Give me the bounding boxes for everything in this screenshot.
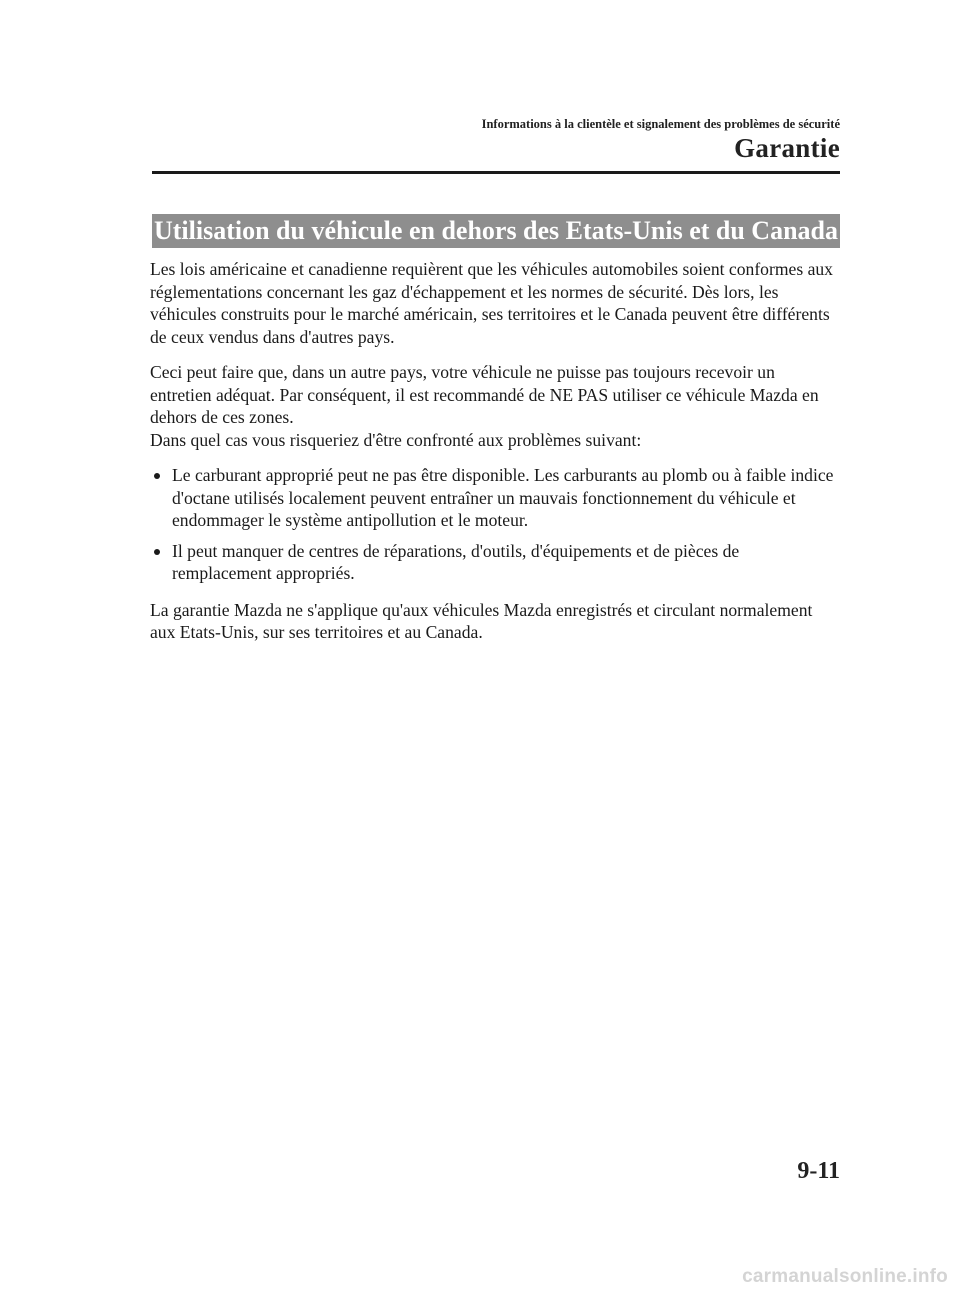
list-item — [150, 540, 840, 585]
list-item-text: Le carburant approprié peut ne pas être disponible. Les carburants au plomb ou à faible indice d'octane utilisés localement peuvent entraîner un mauvais fonctionnement du véhicule et endommager le système antipollution et le moteur. — [172, 465, 834, 530]
list-item-text: Il peut manquer de centres de réparations, d'outils, d'équipements et de pièces de remplacement appropriés. — [172, 540, 740, 583]
paragraph-problems-intro: Dans quel cas vous risqueriez d'être confronté aux problèmes suivant: — [150, 429, 642, 450]
paragraph-recommendation: Ceci peut faire que, dans un autre pays, votre véhicule ne puisse pas toujours recevoir un entretien adéquat. Par conséquent, il est recommandé de NE PAS utiliser ce véhicule Mazda en dehors de ces zones. — [150, 362, 819, 427]
running-header-title: Garantie — [734, 133, 840, 163]
bullet-icon — [154, 549, 160, 555]
paragraph-intro: Les lois américaine et canadienne requièrent que les véhicules automobiles soient conformes aux réglementations concernant les gaz d'échappement et les normes de sécurité. Dès lors, les véhicules construits pour le marché américain, ses territoires et le Canada peuvent être différents de ceux vendus dans d'autres pays. — [150, 259, 833, 347]
watermark: carmanualsonline.info — [742, 1266, 948, 1287]
list-item — [150, 464, 840, 532]
section-heading-banner: Utilisation du véhicule en dehors des Etats-Unis et du Canada — [152, 214, 840, 248]
paragraph-warranty: La garantie Mazda ne s'applique qu'aux véhicules Mazda enregistrés et circulant normalement aux Etats-Unis, sur ses territoires et au Canada. — [150, 599, 813, 642]
bullet-icon — [154, 473, 160, 479]
header-rule — [152, 171, 840, 174]
running-header-subtitle: Informations à la clientèle et signalement des problèmes de sécurité — [481, 117, 840, 131]
section-body — [150, 258, 840, 644]
page-number: 9-11 — [797, 1158, 840, 1184]
problems-list — [150, 464, 840, 585]
